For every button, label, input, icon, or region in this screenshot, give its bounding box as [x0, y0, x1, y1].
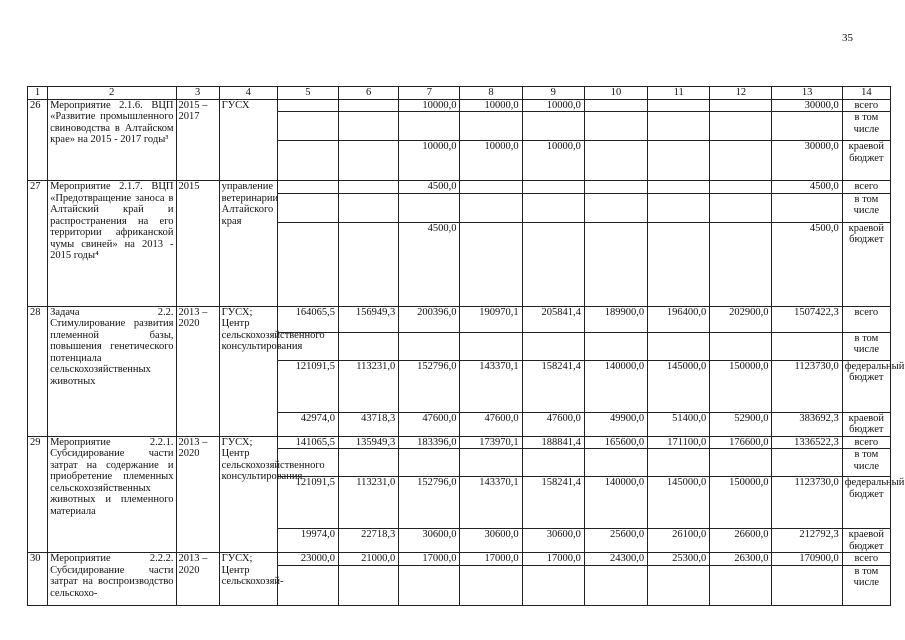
amount-cell: 51400,0 [648, 412, 710, 436]
amount-cell [277, 141, 338, 181]
amount-cell: 150000,0 [710, 360, 772, 412]
amount-cell [460, 193, 522, 222]
amount-cell: 145000,0 [648, 477, 710, 529]
amount-cell [710, 332, 772, 360]
funding-source: всего [842, 553, 890, 566]
amount-cell: 158241,4 [522, 360, 584, 412]
amount-cell [772, 565, 842, 605]
amount-cell [584, 565, 647, 605]
table-row [28, 553, 891, 566]
header-row [28, 87, 891, 100]
amount-cell [772, 332, 842, 360]
amount-cell: 113231,0 [339, 477, 399, 529]
amount-cell: 140000,0 [584, 360, 647, 412]
amount-cell [772, 112, 842, 141]
amount-cell [710, 222, 772, 306]
row-number: 29 [28, 436, 48, 553]
amount-cell: 212792,3 [772, 529, 842, 553]
period: 2015 [176, 181, 219, 307]
amount-cell: 43718,3 [339, 412, 399, 436]
amount-cell [522, 449, 584, 477]
amount-cell: 1123730,0 [772, 477, 842, 529]
amount-cell: 156949,3 [339, 306, 399, 332]
amount-cell [339, 112, 399, 141]
amount-cell [399, 565, 460, 605]
amount-cell: 202900,0 [710, 306, 772, 332]
header-cell: 4 [219, 87, 277, 100]
funding-source: краевой бюджет [842, 222, 890, 306]
amount-cell: 10000,0 [522, 99, 584, 112]
amount-cell: 189900,0 [584, 306, 647, 332]
amount-cell [584, 181, 647, 194]
amount-cell: 121091,5 [277, 477, 338, 529]
amount-cell: 47600,0 [399, 412, 460, 436]
amount-cell [772, 193, 842, 222]
header-cell: 7 [399, 87, 460, 100]
amount-cell [460, 332, 522, 360]
amount-cell: 25600,0 [584, 529, 647, 553]
amount-cell: 176600,0 [710, 436, 772, 449]
amount-cell [460, 449, 522, 477]
amount-cell: 165600,0 [584, 436, 647, 449]
amount-cell: 143370,1 [460, 477, 522, 529]
header-cell: 5 [277, 87, 338, 100]
amount-cell [710, 99, 772, 112]
amount-cell [277, 222, 338, 306]
amount-cell [277, 112, 338, 141]
funding-source: в том числе [842, 332, 890, 360]
amount-cell: 23000,0 [277, 553, 338, 566]
amount-cell [710, 193, 772, 222]
funding-source: всего [842, 306, 890, 332]
amount-cell [584, 193, 647, 222]
amount-cell [339, 222, 399, 306]
amount-cell: 42974,0 [277, 412, 338, 436]
table-row [28, 306, 891, 332]
amount-cell: 4500,0 [399, 181, 460, 194]
amount-cell [584, 449, 647, 477]
amount-cell [584, 112, 647, 141]
amount-cell [648, 181, 710, 194]
measure-name: Мероприятие 2.2.1. Субсидирование части затрат на содержание и приобретение племенных сельскохозяйственных животных и племенного материала [48, 436, 176, 553]
amount-cell: 30000,0 [772, 99, 842, 112]
row-number: 26 [28, 99, 48, 181]
amount-cell [522, 193, 584, 222]
amount-cell [584, 332, 647, 360]
header-cell: 12 [710, 87, 772, 100]
amount-cell: 183396,0 [399, 436, 460, 449]
funding-source: всего [842, 181, 890, 194]
amount-cell: 190970,1 [460, 306, 522, 332]
amount-cell: 30600,0 [522, 529, 584, 553]
amount-cell [460, 565, 522, 605]
funding-source: всего [842, 436, 890, 449]
amount-cell [648, 112, 710, 141]
amount-cell [584, 99, 647, 112]
amount-cell: 143370,1 [460, 360, 522, 412]
amount-cell [522, 565, 584, 605]
executor: ГУСХ; Центр сельскохозяйственного консультирования [219, 306, 277, 436]
period: 2013 – 2020 [176, 553, 219, 606]
amount-cell [522, 222, 584, 306]
amount-cell [339, 181, 399, 194]
amount-cell: 188841,4 [522, 436, 584, 449]
amount-cell: 21000,0 [339, 553, 399, 566]
amount-cell: 141065,5 [277, 436, 338, 449]
amount-cell [584, 222, 647, 306]
header-cell: 14 [842, 87, 890, 100]
amount-cell [399, 193, 460, 222]
amount-cell [710, 181, 772, 194]
funding-source: в том числе [842, 193, 890, 222]
amount-cell: 170900,0 [772, 553, 842, 566]
table-row [28, 99, 891, 112]
amount-cell [648, 565, 710, 605]
amount-cell [648, 332, 710, 360]
amount-cell: 25300,0 [648, 553, 710, 566]
amount-cell [710, 565, 772, 605]
amount-cell [399, 449, 460, 477]
amount-cell [339, 449, 399, 477]
header-cell: 3 [176, 87, 219, 100]
amount-cell [277, 565, 338, 605]
amount-cell: 1507422,3 [772, 306, 842, 332]
amount-cell [277, 181, 338, 194]
amount-cell: 17000,0 [399, 553, 460, 566]
amount-cell: 121091,5 [277, 360, 338, 412]
amount-cell: 10000,0 [399, 141, 460, 181]
header-cell: 2 [48, 87, 176, 100]
amount-cell: 10000,0 [460, 141, 522, 181]
row-number: 28 [28, 306, 48, 436]
page-number: 35 [842, 32, 853, 44]
header-cell: 9 [522, 87, 584, 100]
funding-source: всего [842, 99, 890, 112]
amount-cell: 200396,0 [399, 306, 460, 332]
amount-cell [339, 565, 399, 605]
measure-name: Задача 2.2. Стимулирование развития племенной базы, повышения генетического потенциала сельскохозяйственных животных [48, 306, 176, 436]
funding-source: в том числе [842, 565, 890, 605]
amount-cell [648, 449, 710, 477]
amount-cell: 152796,0 [399, 477, 460, 529]
amount-cell: 26300,0 [710, 553, 772, 566]
amount-cell: 10000,0 [399, 99, 460, 112]
header-cell: 10 [584, 87, 647, 100]
executor: управление ветеринарии Алтайского края [219, 181, 277, 307]
amount-cell [772, 449, 842, 477]
executor: ГУСХ; Центр сельскохозяй- [219, 553, 277, 606]
amount-cell [339, 99, 399, 112]
amount-cell [648, 99, 710, 112]
amount-cell [648, 141, 710, 181]
executor: ГУСХ [219, 99, 277, 181]
amount-cell [584, 141, 647, 181]
amount-cell: 1336522,3 [772, 436, 842, 449]
amount-cell [522, 181, 584, 194]
amount-cell [277, 99, 338, 112]
amount-cell [339, 141, 399, 181]
header-cell: 6 [339, 87, 399, 100]
header-cell: 8 [460, 87, 522, 100]
row-number: 30 [28, 553, 48, 606]
amount-cell: 30000,0 [772, 141, 842, 181]
amount-cell: 10000,0 [460, 99, 522, 112]
funding-source: в том числе [842, 112, 890, 141]
amount-cell [522, 112, 584, 141]
amount-cell [710, 141, 772, 181]
amount-cell: 17000,0 [522, 553, 584, 566]
measure-name: Мероприятие 2.2.2. Субсидирование части затрат на воспроизводство сельскохо- [48, 553, 176, 606]
amount-cell: 196400,0 [648, 306, 710, 332]
amount-cell [399, 332, 460, 360]
period: 2013 – 2020 [176, 306, 219, 436]
period: 2015 – 2017 [176, 99, 219, 181]
amount-cell [339, 332, 399, 360]
amount-cell: 30600,0 [399, 529, 460, 553]
funding-source: краевой бюджет [842, 529, 890, 553]
table-row [28, 436, 891, 449]
amount-cell: 19974,0 [277, 529, 338, 553]
amount-cell: 22718,3 [339, 529, 399, 553]
amount-cell: 205841,4 [522, 306, 584, 332]
amount-cell [648, 193, 710, 222]
amount-cell: 152796,0 [399, 360, 460, 412]
amount-cell: 52900,0 [710, 412, 772, 436]
amount-cell: 26100,0 [648, 529, 710, 553]
measure-name: Мероприятие 2.1.7. ВЦП «Предотвращение заноса в Алтайский край и распространения на его территории африканской чумы свиней» на 2013 - 2015 годы⁴ [48, 181, 176, 307]
amount-cell: 30600,0 [460, 529, 522, 553]
funding-source: федеральный бюджет [842, 477, 890, 529]
amount-cell [399, 112, 460, 141]
period: 2013 – 2020 [176, 436, 219, 553]
amount-cell [460, 181, 522, 194]
measure-name: Мероприятие 2.1.6. ВЦП «Развитие промышленного свиноводства в Алтайском крае» на 2015 - 2017 годы³ [48, 99, 176, 181]
amount-cell: 140000,0 [584, 477, 647, 529]
amount-cell [460, 112, 522, 141]
row-number: 27 [28, 181, 48, 307]
amount-cell: 145000,0 [648, 360, 710, 412]
amount-cell [460, 222, 522, 306]
amount-cell: 173970,1 [460, 436, 522, 449]
funding-source: в том числе [842, 449, 890, 477]
amount-cell [339, 193, 399, 222]
amount-cell: 17000,0 [460, 553, 522, 566]
amount-cell: 171100,0 [648, 436, 710, 449]
amount-cell: 4500,0 [772, 181, 842, 194]
amount-cell: 113231,0 [339, 360, 399, 412]
executor: ГУСХ; Центр сельскохозяйственного консультирования [219, 436, 277, 553]
amount-cell [648, 222, 710, 306]
funding-source: краевой бюджет [842, 412, 890, 436]
amount-cell: 10000,0 [522, 141, 584, 181]
header-cell: 13 [772, 87, 842, 100]
amount-cell: 49900,0 [584, 412, 647, 436]
amount-cell: 1123730,0 [772, 360, 842, 412]
amount-cell: 47600,0 [522, 412, 584, 436]
amount-cell: 135949,3 [339, 436, 399, 449]
amount-cell: 26600,0 [710, 529, 772, 553]
amount-cell: 4500,0 [399, 222, 460, 306]
amount-cell: 164065,5 [277, 306, 338, 332]
amount-cell: 383692,3 [772, 412, 842, 436]
amount-cell: 158241,4 [522, 477, 584, 529]
budget-table [27, 86, 905, 606]
table-row [28, 181, 891, 194]
amount-cell: 47600,0 [460, 412, 522, 436]
amount-cell [710, 449, 772, 477]
amount-cell [710, 112, 772, 141]
amount-cell: 24300,0 [584, 553, 647, 566]
amount-cell: 4500,0 [772, 222, 842, 306]
header-cell: 1 [28, 87, 48, 100]
amount-cell: 150000,0 [710, 477, 772, 529]
funding-source: федеральный бюджет [842, 360, 890, 412]
amount-cell [277, 193, 338, 222]
funding-source: краевой бюджет [842, 141, 890, 181]
header-cell: 11 [648, 87, 710, 100]
amount-cell [522, 332, 584, 360]
